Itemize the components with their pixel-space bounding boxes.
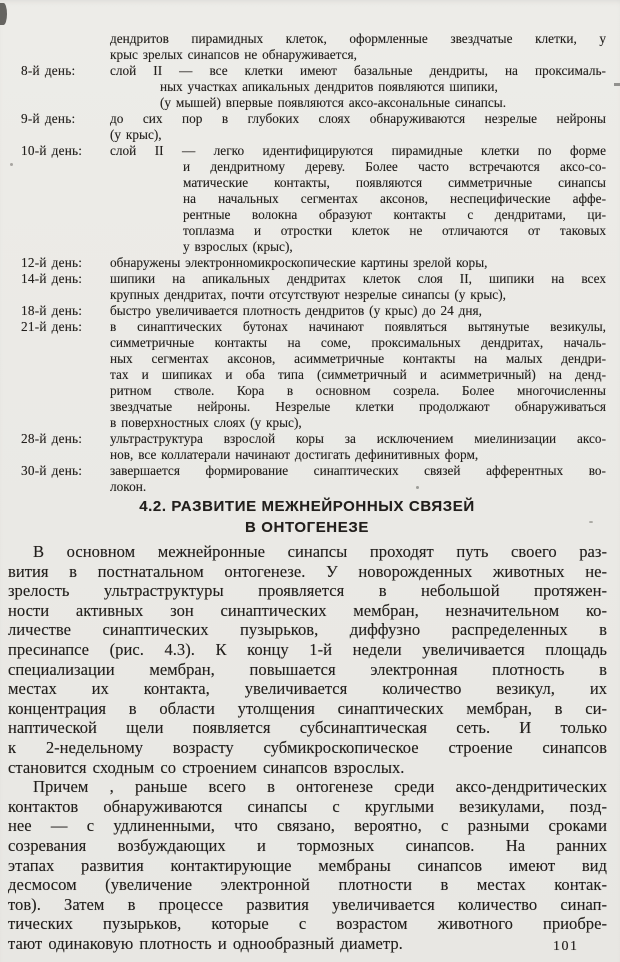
paragraph-line: Причем , раньше всего в онтогенезе среди аксо-дендритических: [33, 777, 607, 797]
timeline-entry: [0, 143, 620, 255]
day-label: 14-й день:: [21, 271, 83, 286]
paragraph-line: нее — с удлиненными, что связано, вероятно, с разными сроками: [8, 816, 607, 836]
section-heading-line1: 4.2. РАЗВИТИЕ МЕЖНЕЙРОННЫХ СВЯЗЕЙ: [139, 498, 475, 515]
timeline-carryover: [0, 31, 620, 63]
page-number: 101: [553, 939, 579, 954]
day-label: 28-й день:: [21, 431, 83, 446]
timeline-line: дендритов пирамидных клеток, оформленные звездчатые клетки, у: [110, 31, 606, 46]
timeline-entry: [0, 255, 620, 271]
paragraph-line: ности активных зон синаптических мембран, незначительном ко-: [8, 600, 607, 620]
paragraph-line: личестве синаптических пузырьков, диффузно распределенных в: [8, 620, 607, 640]
paragraph: [8, 777, 607, 953]
paragraph-line: к 2-недельному возрасту субмикроскопическое строение синапсов: [8, 737, 607, 757]
timeline-entry: [0, 431, 620, 463]
timeline-entry: [0, 319, 620, 431]
paragraph-line: наптической щели появляется субсинаптическая сеть. И только: [8, 718, 607, 738]
day-label: 30-й день:: [21, 463, 83, 478]
timeline-entry: [0, 463, 620, 495]
timeline-line: (у мышей) впервые появляются аксо-аксональные синапсы.: [160, 95, 507, 110]
day-label: 8-й день:: [21, 63, 76, 78]
paragraph-line: вития в постнатальном онтогенезе. У новорожденных животных не-: [8, 561, 607, 581]
scan-artifact-top-left: [0, 3, 7, 25]
timeline-line: до сих пор в глубоких слоях обнаруживаются незрелые нейроны: [110, 111, 606, 126]
timeline-line: крупных дендритах, почти отсутствуют незрелые синапсы (у крыс),: [110, 287, 506, 302]
timeline-line: ритном стволе. Кора в основном созрела. Более многочисленны: [110, 383, 606, 398]
timeline-line: матические контакты, появляются симметричные синапсы: [183, 175, 606, 190]
paragraph-line: зрелость ультраструктуры проявляется в небольшой протяжен-: [8, 581, 607, 601]
paragraph-line: В основном межнейронные синапсы проходят путь своего раз-: [33, 542, 607, 561]
timeline-line: (у крыс),: [110, 127, 162, 142]
timeline-line: крыс зрелых синапсов не обнаруживается,: [110, 47, 357, 62]
timeline-line: на начальных сегментах аксонов, неспецифические аффе-: [183, 191, 606, 206]
paragraph: [8, 542, 607, 777]
paragraph-line: специализации мембран, повышается электронная плотность в: [8, 659, 607, 679]
timeline-line: нов, все коллатерали начинают достигать дефинитивных форм,: [110, 447, 479, 462]
paragraph-line: созревания возбуждающих и тормозных синапсов. На ранних: [8, 835, 607, 855]
timeline-line: быстро увеличивается плотность дендритов (у крыс) до 24 дня,: [110, 303, 482, 318]
development-timeline-list: [0, 31, 620, 495]
timeline-line: шипики на апикальных дендритах клеток слоя II, шипики на всех: [110, 271, 606, 286]
timeline-line: ультраструктура взрослой коры за исключением миелинизации аксо-: [110, 431, 606, 446]
paragraph-line: этапах развития контактирующие мембраны синапсов имеют вид: [8, 855, 607, 875]
paragraph-line: становится сходным со строением синапсов взрослых.: [8, 757, 405, 777]
paragraph-line: десмосом (увеличение электронной плотности в местах контак-: [8, 875, 607, 895]
timeline-line: в синаптических бутонах начинают появляться вытянутые везикулы,: [110, 319, 606, 334]
paragraph-line: тических пузырьков, которые с возрастом животного приобре-: [8, 914, 607, 934]
day-label: 12-й день:: [21, 255, 83, 270]
day-label: 9-й день:: [21, 111, 76, 126]
timeline-line: звездчатые нейроны. Незрелые клетки продолжают обнаруживаться: [110, 399, 606, 414]
timeline-line: ных участках апикальных дендритов появляются шипики,: [160, 79, 498, 94]
timeline-line: у взрослых (крыс),: [183, 239, 293, 254]
body-paragraphs: [8, 542, 607, 953]
timeline-line: завершается формирование синаптических связей афферентных во-: [110, 463, 606, 478]
paragraph-line: тают одинаковую плотность и однообразный диаметр.: [8, 933, 403, 953]
timeline-entry: [0, 303, 620, 319]
timeline-entries: [0, 63, 620, 495]
timeline-line: обнаружены электронномикроскопические картины зрелой коры,: [110, 255, 488, 270]
day-label: 18-й день:: [21, 303, 83, 318]
paragraph-line: контактов обнаруживаются синапсы с круглыми везикулами, позд-: [8, 796, 607, 816]
timeline-line: слой II — все клетки имеют базальные дендриты, на проксималь-: [110, 63, 606, 78]
timeline-line: локон.: [110, 479, 147, 494]
timeline-line: рентные волокна образуют контакты с дендритами, ци-: [183, 207, 606, 222]
timeline-line: и дендритному дереву. Более часто встречаются аксо-со-: [183, 159, 606, 174]
paragraph-line: местах их контакта, увеличивается количество везикул, их: [8, 679, 607, 699]
paragraph-line: концентрация в области утолщения синаптических мембран, в си-: [8, 698, 607, 718]
timeline-line: ных сегментах аксонов, асимметричные контакты на малых дендри-: [110, 351, 606, 366]
day-label: 10-й день:: [21, 143, 83, 158]
section-heading: [0, 496, 614, 538]
timeline-entry: [0, 271, 620, 303]
timeline-line: слой II — легко идентифицируются пирамидные клетки по форме: [110, 143, 606, 158]
timeline-line: в поверхностных слоях (у крыс),: [110, 415, 302, 430]
timeline-line: топлазма и отростки клеток не отличаются от таковых: [183, 223, 606, 238]
timeline-line: симметричные контакты на соме, проксимальных дендритах, началь-: [110, 335, 606, 350]
day-label: 21-й день:: [21, 319, 83, 334]
timeline-line: тах и шипиках и оба типа (симметричный и асимметричный) на денд-: [110, 367, 606, 382]
paragraph-line: пресинапсе (рис. 4.3). К концу 1-й недели увеличивается площадь: [8, 639, 607, 659]
timeline-entry: [0, 63, 620, 111]
timeline-entry: [0, 111, 620, 143]
section-heading-line2: В ОНТОГЕНЕЗЕ: [245, 519, 369, 536]
paragraph-line: тов). Затем в процессе развития увеличивается количество синап-: [8, 894, 607, 914]
